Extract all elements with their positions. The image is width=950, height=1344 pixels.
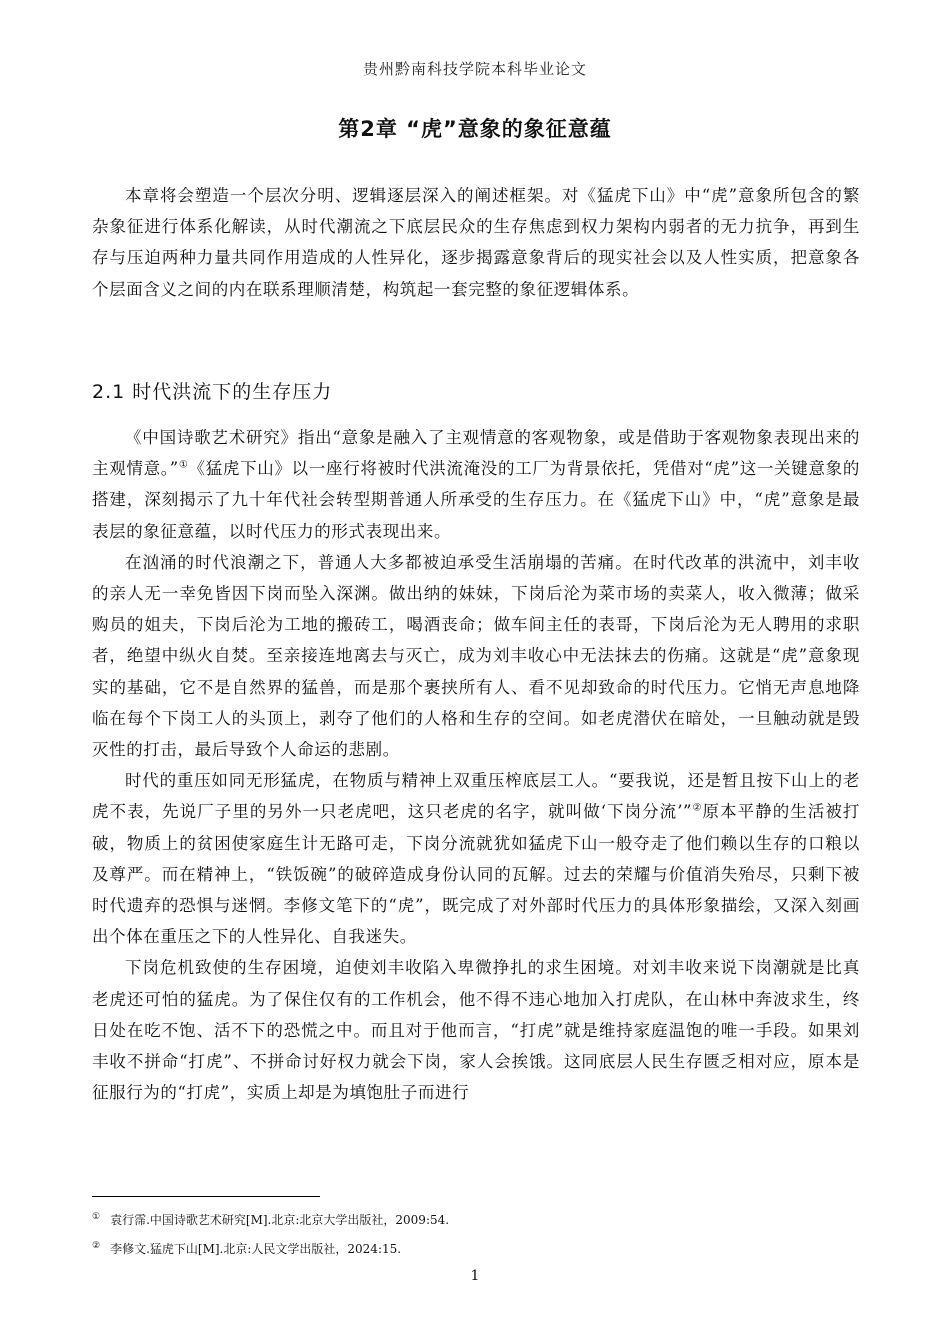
paragraph-1-text-a: 《中国诗歌艺术研究》指出“意象是融入了主观情意的客观物象，或是借助于客观物象表现出来的主观情意。” <box>92 428 860 479</box>
footnote-2-mark: ② <box>92 1241 101 1251</box>
footnote-1-mark: ① <box>92 1212 101 1222</box>
chapter-title: 第2章 “虎”意象的象征意蕴 <box>338 117 612 141</box>
paragraph-3-text-b: 原本平静的生活被打破，物质上的贫困使家庭生计无路可走，下岗分流就犹如猛虎下山一般夺走了他们赖以生存的口粮以及尊严。而在精神上，“铁饭碗”的破碎造成身份认同的瓦解。过去的荣耀与价值消失殆尽，只剩下被时代遗弃的恐惧与迷惘。李修文笔下的“虎”，既完成了对外部时代压力的具体形象描绘，又深入刻画出个体在重压之下的人性异化、自我迷失。 <box>92 802 860 947</box>
paragraph-1-text-b: 《猛虎下山》以一座行将被时代洪流淹没的工厂为背景依托，凭借对“虎”这一关键意象的搭建，深刻揭示了九十年代社会转型期普通人所承受的生存压力。在《猛虎下山》中，“虎”意象是最表层的象征意蕴，以时代压力的形式表现出来。 <box>92 459 860 541</box>
intro-paragraph: 本章将会塑造一个层次分明、逻辑逐层深入的阐述框架。对《猛虎下山》中“虎”意象所包含的繁杂象征进行体系化解读，从时代潮流之下底层民众的生存焦虑到权力架构内弱者的无力抗争，再到生存与压迫两种力量共同作用造成的人性异化，逐步揭露意象背后的现实社会以及人性实质，把意象各个层面含义之间的内在联系理顺清楚，构筑起一套完整的象征逻辑体系。 <box>92 186 860 299</box>
paragraph-2: 在汹涌的时代浪潮之下，普通人大多都被迫承受生活崩塌的苦痛。在时代改革的洪流中，刘丰收的亲人无一幸免皆因下岗而坠入深渊。做出纳的妹妹，下岗后沦为菜市场的卖菜人，收入微薄；做采购员的姐夫，下岗后沦为工地的搬砖工，喝酒丧命；做车间主任的表哥，下岗后沦为无人聘用的求职者，绝望中纵火自焚。至亲接连地离去与灭亡，成为刘丰收心中无法抹去的伤痛。这就是“虎”意象现实的基础，它不是自然界的猛兽，而是那个裹挟所有人、看不见却致命的时代压力。它悄无声息地降临在每个下岗工人的头顶上，剥夺了他们的人格和生存的空间。如老虎潜伏在暗处，一旦触动就是毁灭性的打击，最后导致个人命运的悲剧。 <box>92 552 860 760</box>
paragraph-3 <box>92 765 860 952</box>
paragraph-3-text-a: 时代的重压如同无形猛虎，在物质与精神上双重压榨底层工人。“要我说，还是暂且按下山上的老虎不表，先说厂子里的另外一只老虎吧，这只老虎的名字，就叫做‘下岗分流’” <box>92 771 860 822</box>
footnote-1 <box>92 1206 860 1235</box>
paragraph-1 <box>92 422 860 547</box>
page-number: 1 <box>470 1268 480 1284</box>
footnote-1-text: 袁行霈.中国诗歌艺术研究[M].北京:北京大学出版社，2009:54. <box>110 1213 450 1227</box>
section-body <box>92 422 860 1108</box>
paragraph-4: 下岗危机致使的生存困境，迫使刘丰收陷入卑微挣扎的求生困境。对刘丰收来说下岗潮就是比真老虎还可怕的猛虎。为了保住仅有的工作机会，他不得不违心地加入打虎队，在山林中奔波求生，终日处在吃不饱、活不下的恐慌之中。而且对于他而言，“打虎”就是维持家庭温饱的唯一手段。如果刘丰收不拼命“打虎”、不拼命讨好权力就会下岗，家人会挨饿。这同底层人民生存匮乏相对应，原本是征服行为的“打虎”，实质上却是为填饱肚子而进行 <box>92 958 860 1103</box>
footnote-ref-2[interactable]: ② <box>692 802 703 814</box>
footnote-divider <box>92 1196 320 1197</box>
footnote-2-text: 李修文.猛虎下山[M].北京:人民文学出版社，2024:15. <box>110 1242 402 1256</box>
footnote-2 <box>92 1235 860 1264</box>
section-title: 2.1 时代洪流下的生存压力 <box>92 381 333 403</box>
footnotes <box>92 1206 860 1264</box>
footnote-ref-1[interactable]: ① <box>178 459 189 471</box>
chapter-intro <box>92 180 860 305</box>
running-header: 贵州黔南科技学院本科毕业论文 <box>362 60 587 78</box>
